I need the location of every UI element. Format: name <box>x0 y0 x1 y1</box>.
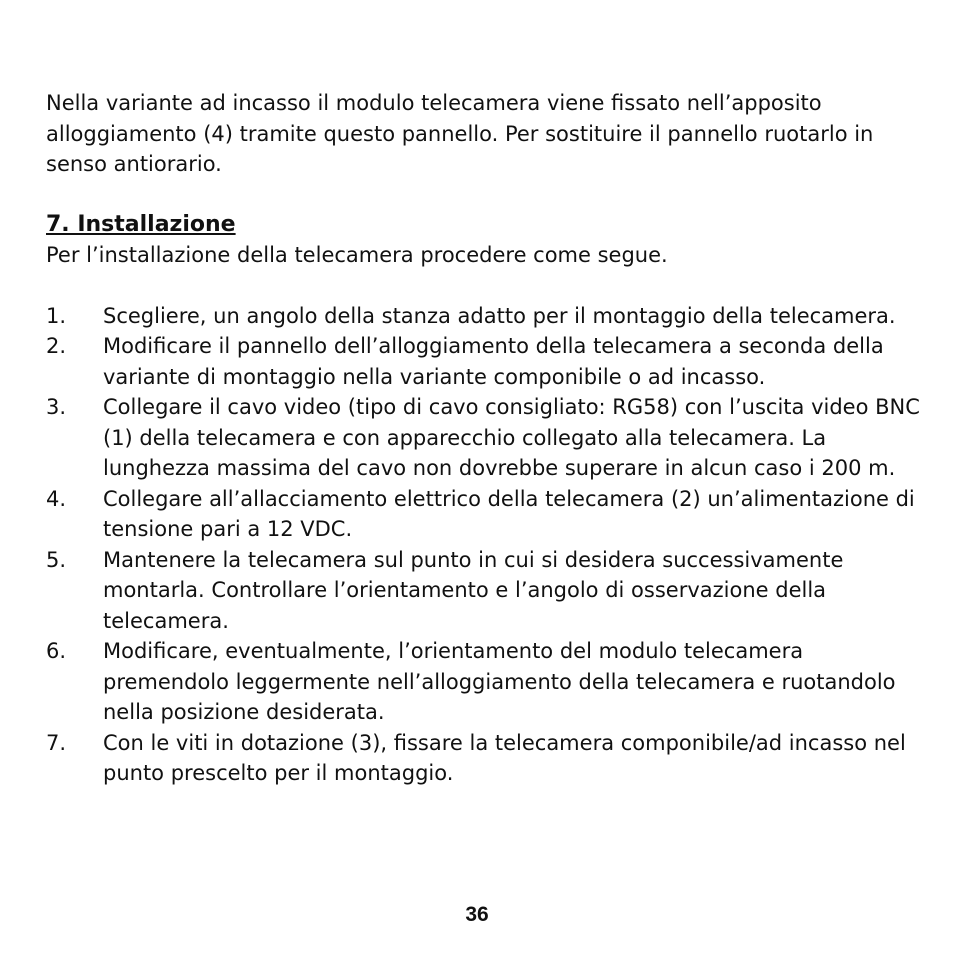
step-text: Mantenere la telecamera sul punto in cui si desidera successivamente montarla. Controllare l’orientamento e l’angolo di osservazione della telecamera. <box>103 547 844 633</box>
step-text: Scegliere, un angolo della stanza adatto per il montaggio della telecamera. <box>103 303 896 328</box>
page-number: 36 <box>465 903 489 926</box>
step-text: Collegare il cavo video (tipo di cavo consigliato: RG58) con l’uscita video BNC (1) della telecamera e con apparecchio collegato alla telecamera. La lunghezza massima del cavo non dovrebbe superare in alcun caso i 200 m. <box>103 395 920 480</box>
list-item <box>46 545 926 637</box>
step-text: Collegare all’allacciamento elettrico della telecamera (2) un’alimentazione di tensione pari a 12 VDC. <box>103 486 915 541</box>
step-text: Con le viti in dotazione (3), fissare la telecamera componibile/ad incasso nel punto prescelto per il montaggio. <box>103 730 906 785</box>
step-number: 6. <box>46 639 67 663</box>
step-number: 2. <box>46 334 67 358</box>
list-item <box>46 331 926 392</box>
list-item <box>46 301 926 332</box>
document-page <box>46 88 926 789</box>
step-number: 7. <box>46 730 67 755</box>
step-text: Modificare il pannello dell’alloggiamento della telecamera a seconda della variante di montaggio nella variante componibile o ad incasso. <box>103 334 884 389</box>
intro-paragraph: Nella variante ad incasso il modulo telecamera viene fissato nell’apposito alloggiamento (4) tramite questo pannello. Per sostituire il pannello ruotarlo in senso antiorario. <box>46 91 874 176</box>
list-item <box>46 484 926 545</box>
list-item <box>46 728 926 789</box>
step-number: 3. <box>46 395 67 419</box>
step-number: 4. <box>46 486 67 511</box>
installation-steps-list <box>46 301 926 789</box>
step-number: 5. <box>46 547 67 572</box>
list-item <box>46 392 926 484</box>
section-lead: Per l’installazione della telecamera procedere come segue. <box>46 243 668 267</box>
section-heading: 7. Installazione <box>46 211 236 237</box>
list-item <box>46 636 926 728</box>
step-number: 1. <box>46 303 67 328</box>
step-text: Modificare, eventualmente, l’orientamento del modulo telecamera premendolo leggermente nell’alloggiamento della telecamera e ruotandolo nella posizione desiderata. <box>103 639 896 724</box>
